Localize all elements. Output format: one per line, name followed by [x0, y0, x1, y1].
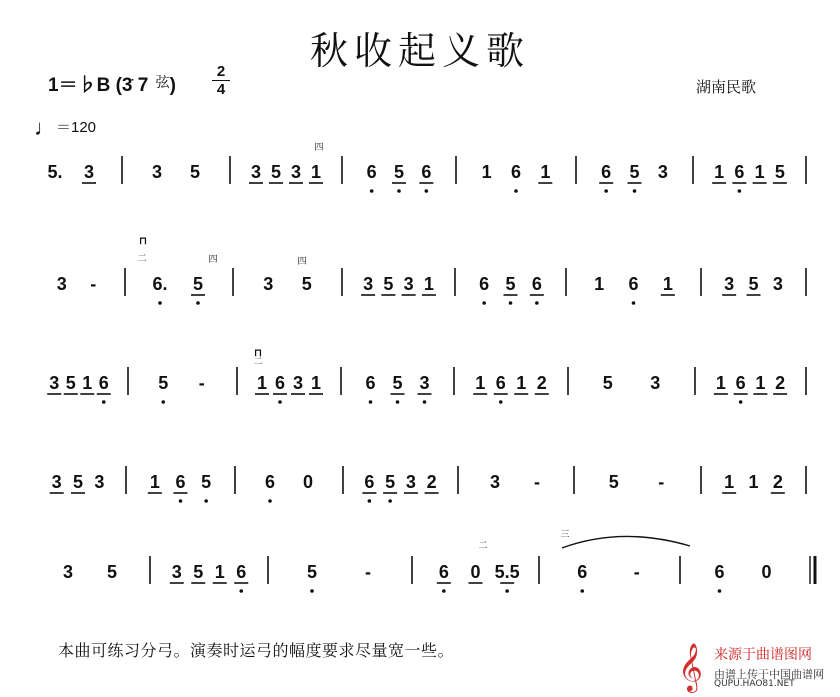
note: 5 — [106, 562, 118, 582]
quarter-note-icon: ♩ — [34, 115, 56, 140]
octave-dot — [196, 301, 200, 305]
note: 5 — [189, 162, 201, 182]
note: 5 — [383, 274, 394, 294]
string-mark: 二 — [137, 253, 147, 263]
octave-dot — [369, 400, 373, 404]
octave-dot — [179, 499, 183, 503]
note: 3 — [489, 472, 501, 492]
note: 3 — [290, 162, 302, 182]
note: 6 — [577, 562, 588, 582]
note: 6 — [628, 274, 639, 294]
note: 5 — [608, 472, 619, 492]
note: 1 — [748, 472, 759, 492]
octave-dot — [509, 301, 513, 305]
note: 3 — [403, 274, 414, 294]
note: 3 — [171, 562, 182, 582]
note: 1 — [594, 274, 605, 294]
tuning-note-2: 7 — [137, 75, 149, 96]
note: 1 — [481, 162, 492, 182]
octave-dot — [718, 589, 722, 593]
note: 5 — [270, 162, 282, 182]
string-mark: 四 — [208, 254, 218, 264]
note: 5 — [193, 562, 204, 582]
octave-dot — [161, 400, 165, 404]
note: 5 — [602, 373, 613, 393]
note: 3 — [51, 472, 62, 492]
octave-dot — [482, 301, 486, 305]
note: 3 — [657, 162, 668, 182]
tuning-label: 弦 — [155, 74, 170, 90]
note: 2 — [426, 472, 437, 492]
bow-mark-icon: ⊓ — [139, 236, 147, 247]
string-mark: 四 — [314, 142, 324, 152]
note: 2 — [775, 373, 786, 393]
note: 6 — [714, 562, 725, 582]
note: 3 — [263, 274, 274, 294]
note: 1 — [662, 274, 673, 294]
time-signature-bottom: 4 — [216, 81, 226, 98]
note: 6 — [438, 562, 449, 582]
note: 3 — [56, 274, 67, 294]
note: 5.5 — [494, 562, 520, 582]
tie-slur — [562, 536, 690, 548]
note: 6 — [98, 373, 109, 393]
octave-dot — [102, 400, 106, 404]
octave-dot — [310, 589, 314, 593]
note: 6 — [236, 562, 247, 582]
note: 6 — [510, 162, 522, 182]
song-origin: 湖南民歌 — [696, 78, 757, 96]
octave-dot — [278, 400, 282, 404]
dash-note: - — [633, 562, 640, 582]
octave-dot — [632, 301, 636, 305]
note: 5 — [65, 373, 76, 393]
note: 5. — [47, 162, 63, 182]
note: 1 — [82, 373, 93, 393]
note: 6 — [735, 373, 746, 393]
note: 2 — [536, 373, 547, 393]
note: 3 — [62, 562, 74, 582]
note: 5 — [301, 274, 312, 294]
octave-dot — [505, 589, 509, 593]
note: 5 — [629, 162, 640, 182]
note: 5 — [201, 472, 212, 492]
note: 6 — [734, 162, 745, 182]
watermark-line-1: 来源于曲谱图网 — [714, 647, 812, 663]
octave-dot — [239, 589, 243, 593]
tempo-value: ＝120 — [56, 119, 97, 136]
key-text: 1＝♭B — [48, 75, 111, 96]
note: 0 — [302, 472, 314, 492]
octave-dot — [425, 189, 429, 193]
string-mark: 二 — [478, 540, 488, 550]
performance-note: 本曲可练习分弓。演奏时运弓的幅度要求尽量宽一些。 — [58, 641, 455, 660]
note: 3 — [292, 373, 304, 393]
note: 0 — [761, 562, 772, 582]
note: 0 — [470, 562, 481, 582]
note: 3 — [772, 274, 783, 294]
note: 1 — [423, 274, 434, 294]
note: 3 — [49, 373, 60, 393]
dash-note: - — [365, 562, 371, 582]
octave-dot — [738, 189, 742, 193]
note: 6 — [364, 472, 375, 492]
octave-dot — [397, 189, 401, 193]
octave-dot — [580, 589, 584, 593]
octave-dot — [388, 499, 392, 503]
octave-dot — [370, 189, 374, 193]
octave-dot — [423, 400, 427, 404]
watermark-line-2: 由谱上传于中国曲谱网 — [714, 668, 824, 681]
note: 6 — [366, 162, 377, 182]
note: 3 — [83, 162, 95, 182]
tuning-close: ) — [169, 75, 176, 96]
note: 5 — [158, 373, 169, 393]
note: 3 — [94, 472, 105, 492]
note: 6 — [421, 162, 432, 182]
note: 5 — [385, 472, 396, 492]
note: 5 — [774, 162, 785, 182]
dash-note: - — [90, 274, 97, 294]
note: 5 — [306, 562, 318, 582]
note: 6 — [479, 274, 490, 294]
note: 3 — [151, 162, 163, 182]
note: 1 — [754, 162, 765, 182]
octave-dot — [499, 400, 503, 404]
octave-dot — [268, 499, 272, 503]
note: 6 — [175, 472, 186, 492]
octave-dot — [442, 589, 446, 593]
note: 6 — [274, 373, 286, 393]
watermark — [676, 642, 836, 694]
note: 6 — [601, 162, 612, 182]
note: 3 — [419, 373, 430, 393]
tuning-open: ( — [115, 75, 122, 96]
note: 6 — [365, 373, 376, 393]
treble-clef-icon: 𝄞 — [678, 642, 703, 691]
note: 3 — [405, 472, 416, 492]
time-signature-top: 2 — [216, 63, 226, 80]
note: 1 — [714, 162, 725, 182]
octave-dot — [514, 189, 518, 193]
note: 1 — [715, 373, 726, 393]
note: 1 — [516, 373, 527, 393]
note: 1 — [475, 373, 486, 393]
octave-dot — [604, 189, 608, 193]
bow-mark-icon: ⊓ — [254, 348, 262, 359]
note: 1 — [310, 373, 322, 393]
note: 1 — [310, 162, 322, 182]
octave-dot — [396, 400, 400, 404]
note: 1 — [755, 373, 766, 393]
tuning-note-1: 3 — [121, 75, 133, 96]
note: 6 — [495, 373, 506, 393]
note: 5 — [192, 274, 204, 294]
note: 1 — [724, 472, 735, 492]
octave-dot — [739, 400, 743, 404]
song-title: 秋收起义歌 — [309, 29, 530, 73]
watermark-line-3: QUPU.HAO81.NET — [714, 679, 795, 689]
octave-dot — [368, 499, 372, 503]
note: 6. — [152, 274, 168, 294]
note: 1 — [214, 562, 225, 582]
note: 5 — [748, 274, 759, 294]
note: 2 — [772, 472, 783, 492]
note: 5 — [505, 274, 516, 294]
dash-note: - — [534, 472, 540, 492]
note: 1 — [256, 373, 268, 393]
note: 3 — [650, 373, 661, 393]
note: 3 — [724, 274, 735, 294]
octave-dot — [633, 189, 637, 193]
note: 5 — [393, 162, 405, 182]
octave-dot — [204, 499, 208, 503]
note: 1 — [540, 162, 551, 182]
octave-dot — [158, 301, 162, 305]
string-mark: 四 — [297, 256, 307, 266]
string-mark: 二 — [253, 356, 263, 366]
note: 3 — [363, 274, 374, 294]
dash-note: - — [658, 472, 665, 492]
note: 5 — [392, 373, 403, 393]
note: 6 — [264, 472, 276, 492]
note: 5 — [72, 472, 84, 492]
dash-note: - — [198, 373, 205, 393]
note: 3 — [250, 162, 262, 182]
note: 6 — [531, 274, 542, 294]
octave-dot — [535, 301, 539, 305]
string-mark: 三 — [560, 529, 570, 539]
note: 1 — [149, 472, 160, 492]
